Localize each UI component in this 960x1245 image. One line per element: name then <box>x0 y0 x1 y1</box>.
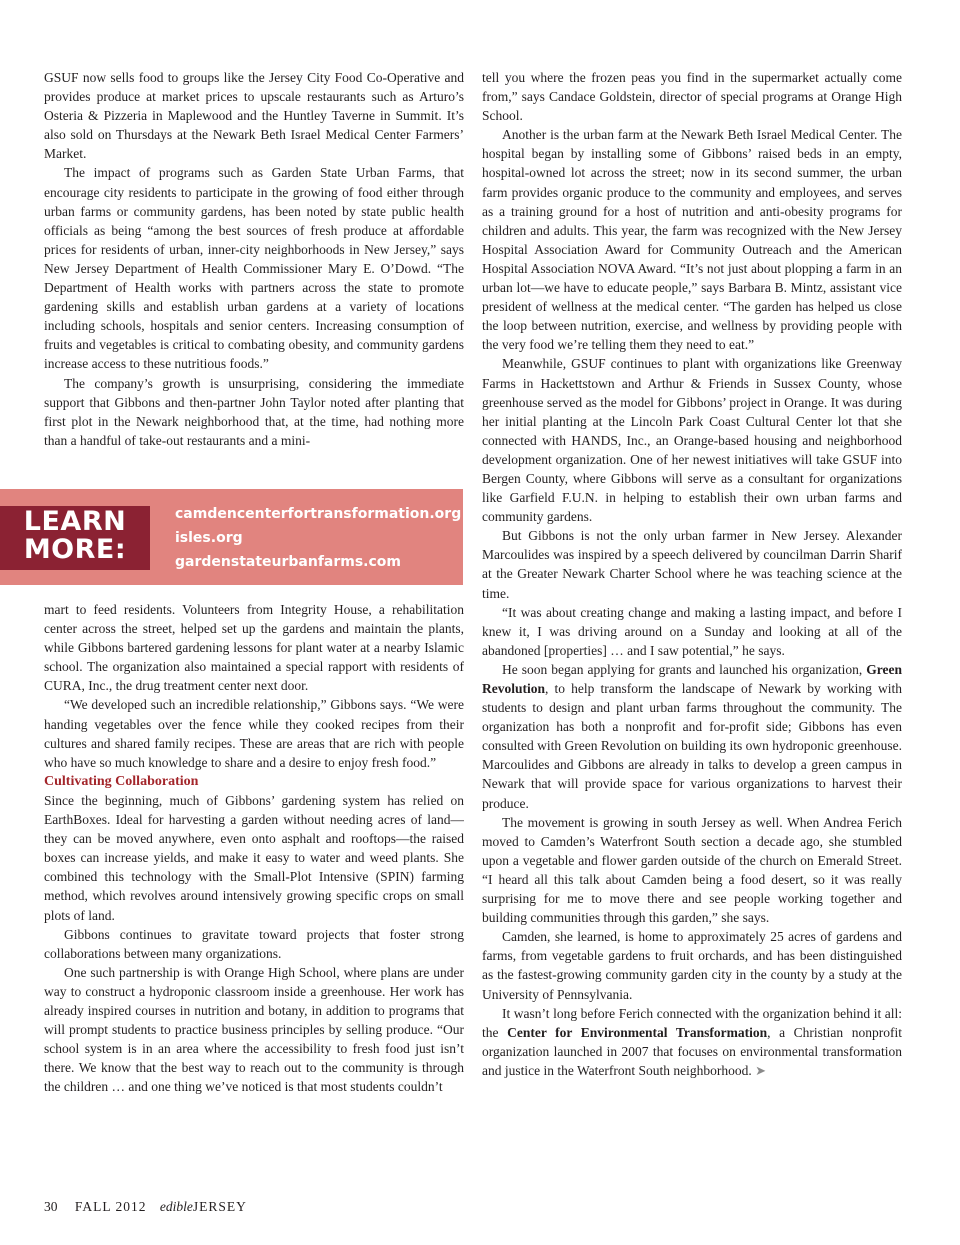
body-paragraph: “It was about creating change and making a lasting impact, and before I knew it, I was driving around on a Sunday and looking at all of the abandoned [properties] … and I saw potential,” he says. <box>482 604 902 658</box>
body-paragraph: The impact of programs such as Garden State Urban Farms, that encourage city residents to participate in the growing of food either through urban farms or community gardens, has been noted by state public health officials as being “among the best sources of fresh produce at affordable prices for residents of urban, inner-city neighborhoods in New Jersey,” says New Jersey Department of Health Commissioner Mary E. O’Dowd. “The Department of Health works with partners across the state to promote gardening skills and establish urban gardens at a variety of locations including schools, hospitals and senior centers. Increasing consumption of fruits and vegetables is critical to combating obesity, and community gardens increase access to these nutritious foods.” <box>44 165 464 372</box>
text-run: It wasn’t long before Ferich connected with the organization behind it all: the <box>482 1005 902 1040</box>
learn-more-links <box>175 502 461 574</box>
body-paragraph <box>482 660 902 813</box>
body-paragraph: Meanwhile, GSUF continues to plant with organizations like Greenway Farms in Hackettstown and Arthur & Friends in Sussex County, whose greenhouse served as the model for Gibbons’ project in Orange. It was during her initial planting at the Lincoln Park Coast Cultural Center lot that she connected with HANDS, Inc., an Orange-based housing and neighborhood development organization. One of her newest initiatives will take GSUF into Bergen County, where Gibbons will serve as a consultant for organizations like Garfield F.U.N. in helping to establish their own urban farms and community gardens. <box>482 356 902 525</box>
learn-more-title <box>0 508 150 564</box>
brand-name-jersey: JERSEY <box>192 1199 247 1214</box>
learn-more-tab <box>0 506 150 570</box>
page-footer <box>44 1199 247 1215</box>
body-paragraph: tell you where the frozen peas you find in the supermarket actually come from,” says Candace Goldstein, director of special programs at Orange High School. <box>482 70 902 124</box>
learn-more-link-camden[interactable]: camdencenterfortransformation.org <box>175 506 462 522</box>
learn-more-title-line2: MORE: <box>23 534 127 565</box>
body-paragraph: The movement is growing in south Jersey as well. When Andrea Ferich moved to Camden’s Waterfront South section a decade ago, she stumbled upon a vegetable and flower garden outside of the church on Emerald Street. “I heard all this talk about Camden being a food desert, so it was really surprising for me to move there and see people working together and building communities through this garden,” she says. <box>482 814 902 926</box>
body-paragraph: Since the beginning, much of Gibbons’ gardening system has relied on EarthBoxes. Ideal for harvesting a garden without needing acres of land—they can be moved anywhere, even onto asphalt and rooftops—the raised boxes can increase yields, and make it easy to water and weed plants. She combined this technology with the Small-Plot Intensive (SPIN) farming method, which revolves around intensively growing specific crops on small plots of land. <box>44 792 464 923</box>
text-run: , a Christian nonprofit organization launched in 2007 that focuses on environmental transformation and justice in the Waterfront South neighborhood. <box>482 1024 902 1078</box>
learn-more-title-line1: LEARN <box>23 506 127 537</box>
org-name-green-revolution: Green Revolution <box>482 661 902 696</box>
body-paragraph <box>482 1004 902 1081</box>
body-paragraph: Another is the urban farm at the Newark Beth Israel Medical Center. The hospital began by installing some of Gibbons’ raised beds in an empty, hospital-owned lot across the street; now in its second summer, the urban farm provides organic produce to the community and employees, and serves as a training ground for a host of nutrition and anti-obesity programs for children and adults. This year, the farm was recognized with the New Jersey Hospital Association Award for Community Outreach and the American Hospital Association NOVA Award. “It’s not just about plopping a farm in an urban lot—we have to educate people,” says Barbara B. Mintz, assistant vice president of wellness at the medical center. “The garden has helped us close the loop between nutrition, exercise, and wellness by providing people with the very food we’re telling them they need to eat.” <box>482 127 902 353</box>
arrow-right-icon: ➤ <box>755 1063 767 1079</box>
left-column-top <box>44 68 464 470</box>
learn-more-box <box>0 489 463 585</box>
body-paragraph: “We developed such an incredible relationship,” Gibbons says. “We were handing vegetables over the fence while they cooked recipes from their cultures and shared family recipes. These are areas that are rich with people who have so much knowledge to share and a desire to enjoy fresh food.” <box>44 697 464 770</box>
issue-label: FALL 2012 <box>74 1199 147 1214</box>
left-column-bottom <box>44 600 464 1185</box>
text-run: He soon began applying for grants and launched his organization, <box>502 661 867 677</box>
text-run: , to help transform the landscape of Newark by working with students to design and plant urban farms throughout the community. The organization has both a nonprofit and for-profit side; Gibbons has even consulted with Green Revolution on building its own hydroponic greenhouse. Marcoulides and Gibbons are already in talks to develop a green campus in Newark that will provide space for various organizations to harvest their produce. <box>482 681 902 811</box>
body-paragraph: GSUF now sells food to groups like the Jersey City Food Co-Operative and provides produce at market prices to upscale restaurants such as Arturo’s Osteria & Pizzeria in Maplewood and the Huntley Taverne in Summit. It’s also sold on Thursdays at the Newark Beth Israel Medical Center Farmers’ Market. <box>44 70 464 162</box>
learn-more-link-isles[interactable]: isles.org <box>175 530 243 546</box>
learn-more-link-gsuf[interactable]: gardenstateurbanfarms.com <box>175 554 402 570</box>
body-paragraph: Gibbons continues to gravitate toward projects that foster strong collaborations between many organizations. <box>44 926 464 961</box>
body-paragraph: The company’s growth is unsurprising, considering the immediate support that Gibbons and then-partner John Taylor noted after planting that first plot in the Newark neighborhood that, at the time, had nothing more than a handful of take-out restaurants and a mini- <box>44 375 464 448</box>
body-paragraph: But Gibbons is not the only urban farmer in New Jersey. Alexander Marcoulides was inspired by a speech delivered by councilman Darrin Sharif at the Greater Newark Charter School where he was teaching science at the time. <box>482 528 902 601</box>
body-paragraph: Camden, she learned, is home to approximately 25 acres of gardens and farms, from vegetable gardens to fruit orchards, and has been distinguished as the fastest-growing community garden city in the county by a study at the University of Pennsylvania. <box>482 929 902 1002</box>
right-column <box>482 68 902 1180</box>
body-paragraph: One such partnership is with Orange High School, where plans are under way to construct a hydroponic classroom inside a greenhouse. Her work has already inspired courses in nutrition and botany, in addition to programs that will prompt students to practice business principles by selling produce. “Our school system is in an area where the accessibility to fresh food just isn’t there. We know that the best way to reach out to the community is through the children … and one thing we’ve noticed is that most students couldn’t <box>44 964 464 1095</box>
section-subhead: Cultivating Collaboration <box>44 773 199 789</box>
page-number: 30 <box>44 1199 58 1214</box>
brand-name-edible: edible <box>159 1199 193 1214</box>
body-paragraph: mart to feed residents. Volunteers from Integrity House, a rehabilitation center across the street, helped set up the gardens and maintain the plants, while Gibbons bartered gardening lessons for plant water at a nearby Islamic school. The organization also maintained a special rapport with residents of CURA, Inc., the drug treatment center next door. <box>44 602 464 694</box>
org-name-center-env-transformation: Center for Environmental Transformation <box>507 1024 768 1040</box>
